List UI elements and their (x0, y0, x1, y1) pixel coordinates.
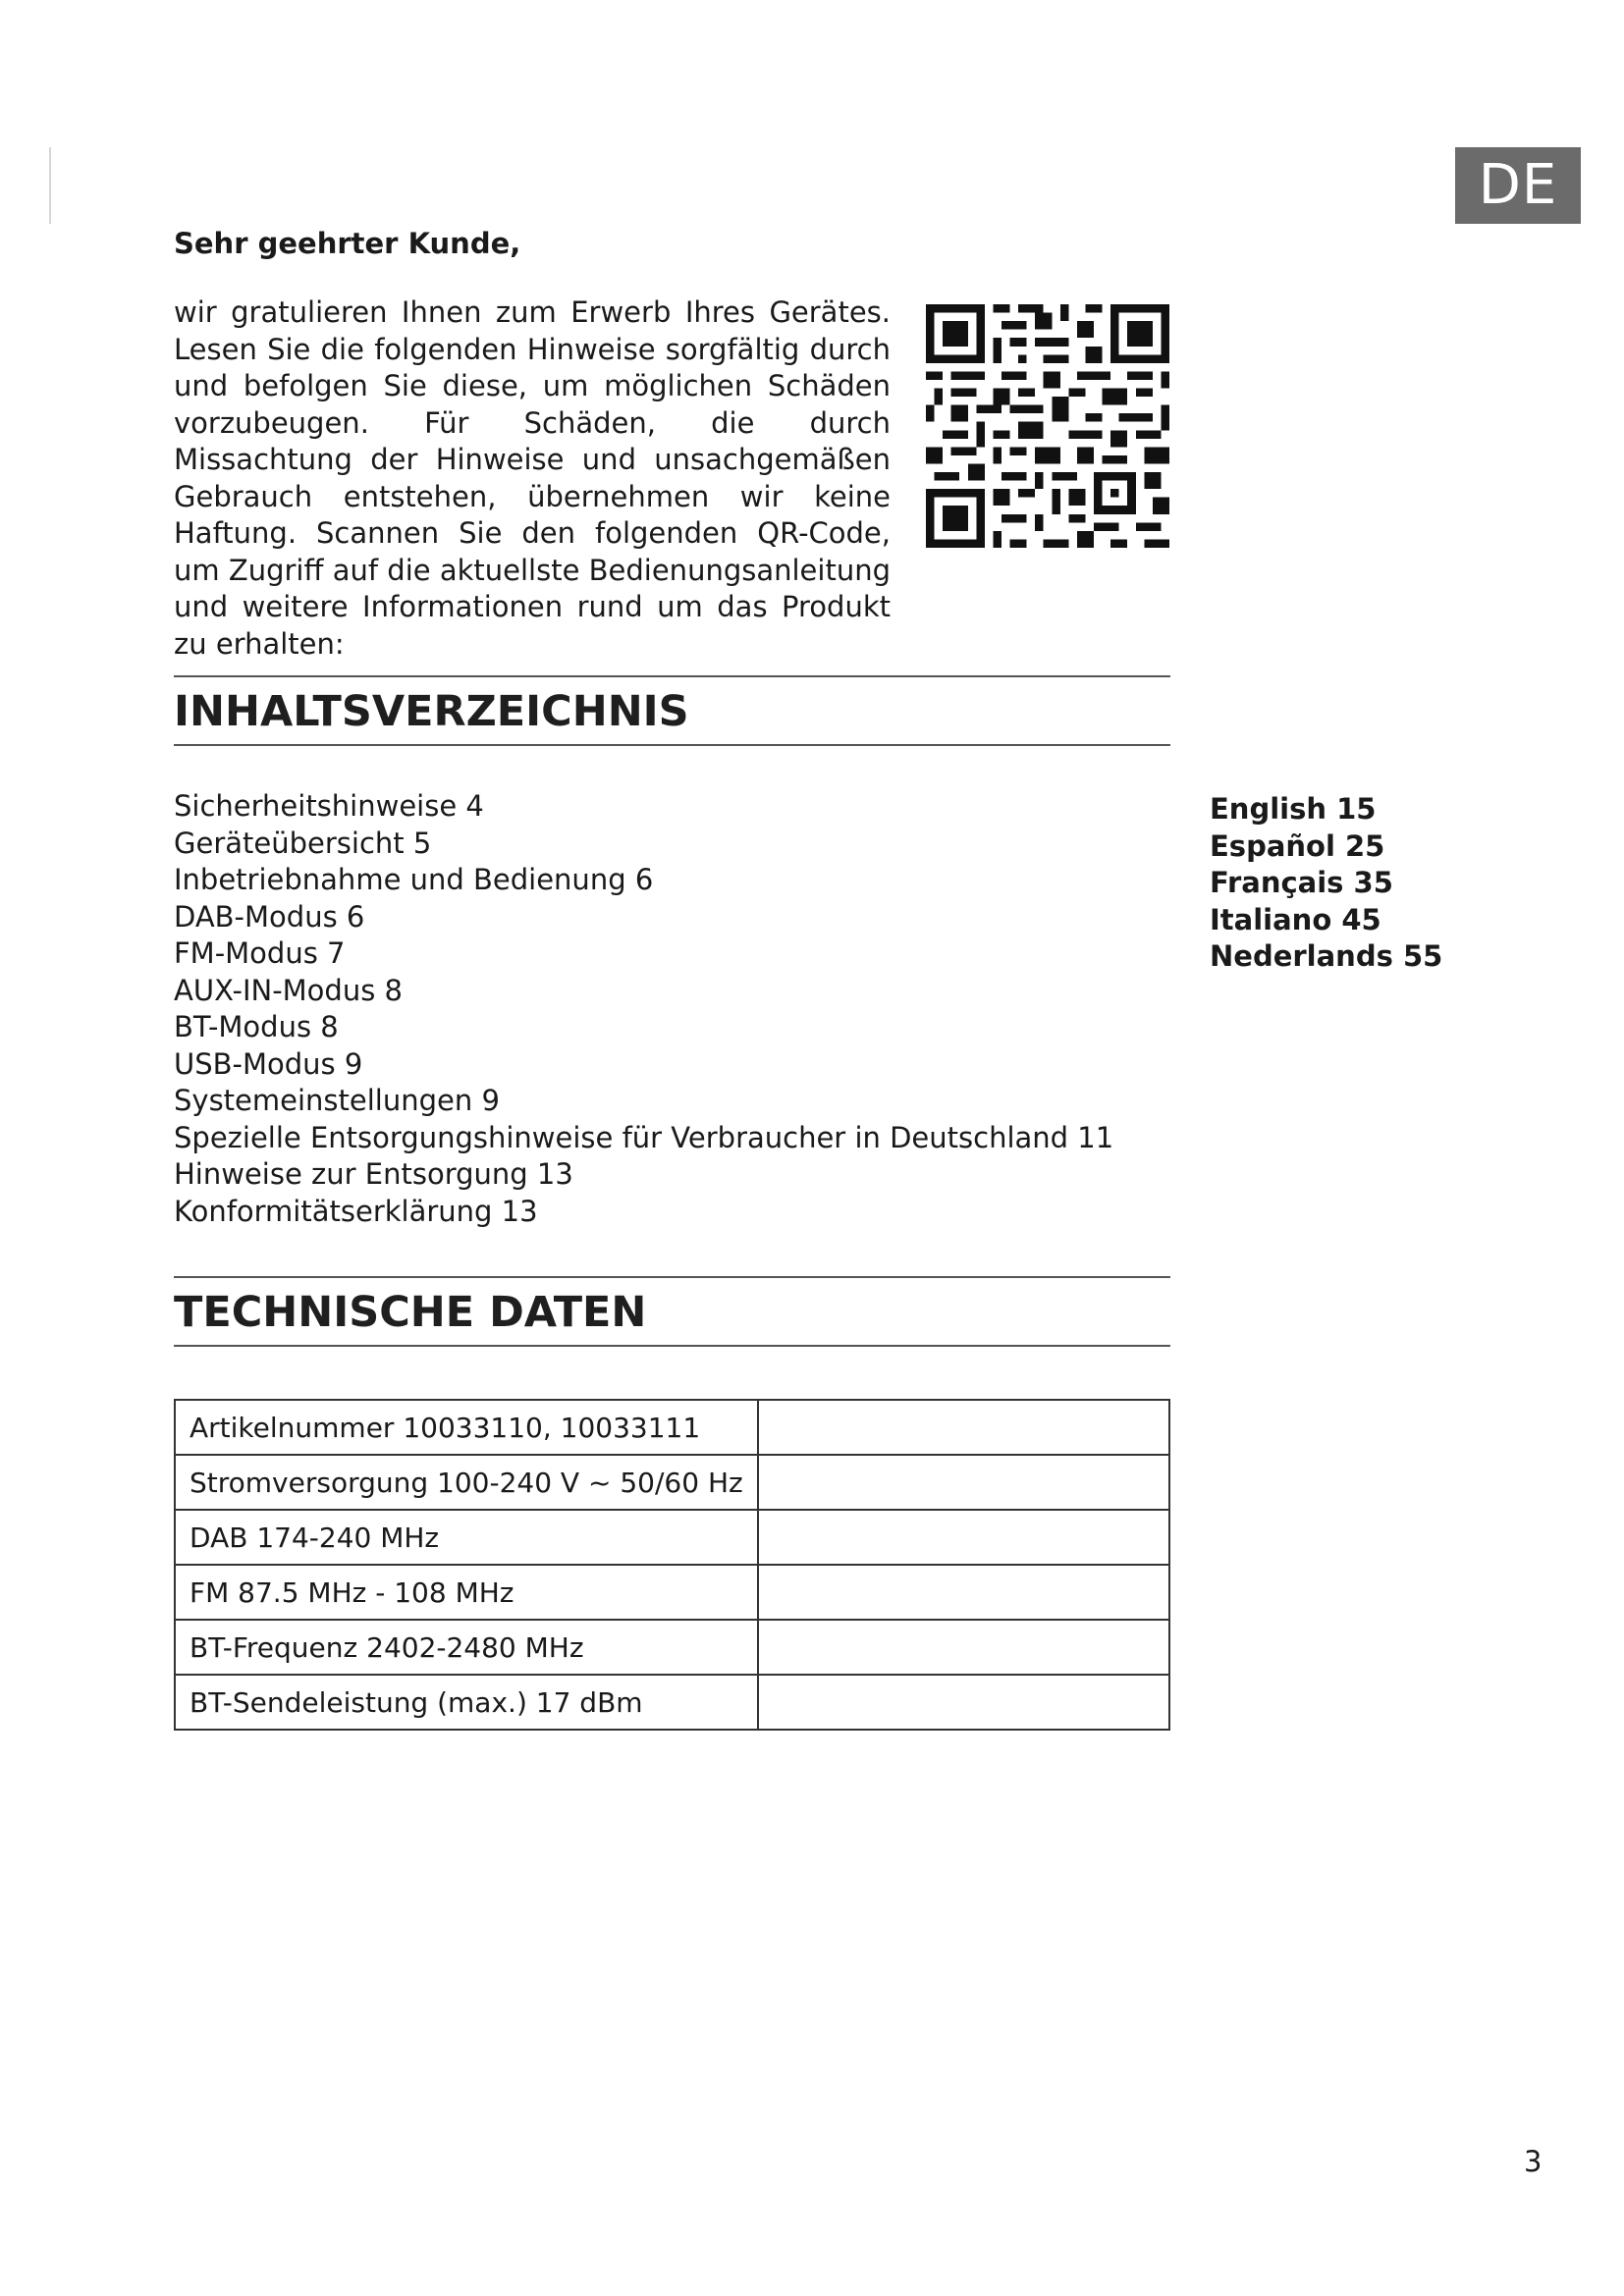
greeting: Sehr geehrter Kunde, (174, 227, 521, 260)
toc-item[interactable]: USB-Modus 9 (174, 1046, 363, 1081)
toc-title: INHALTSVERZEICHNIS (174, 687, 689, 736)
toc-rule-top (174, 675, 1170, 677)
spec-cell: FM 87.5 MHz - 108 MHz (175, 1565, 758, 1620)
spec-empty-cell (758, 1565, 1169, 1620)
spec-empty-cell (758, 1510, 1169, 1565)
spec-empty-cell (758, 1620, 1169, 1675)
language-badge: DE (1455, 147, 1581, 224)
table-row (175, 1510, 1169, 1565)
table-row (175, 1455, 1169, 1510)
qr-code-icon[interactable] (926, 304, 1169, 548)
toc-item[interactable]: FM-Modus 7 (174, 936, 346, 970)
intro-text: wir gratulieren Ihnen zum Erwerb Ihres Gerätes. Lesen Sie die folgenden Hinweise sorgfältig durch und befolgen Sie diese, um möglichen Schäden vorzubeugen. Für Schäden, die durch Missachtung der Hinweise und unsachgemäßen Gebrauch entstehen, übernehmen wir keine Haftung. Scannen Sie den folgenden QR-Code, um Zugriff auf die aktuellste Bedienungsanleitung und weitere Informationen rund um das Produkt zu erhalten: (174, 295, 891, 661)
language-item-nederlands[interactable]: Nederlands 55 (1210, 939, 1443, 973)
language-item-francais[interactable]: Français 35 (1210, 866, 1393, 899)
spec-empty-cell (758, 1400, 1169, 1455)
page-number: 3 (1524, 2145, 1543, 2178)
table-of-contents (174, 788, 1113, 1230)
toc-rule-bottom (174, 744, 1170, 746)
spec-cell: DAB 174-240 MHz (175, 1510, 758, 1565)
spec-cell: Artikelnummer 10033110, 10033111 (175, 1400, 758, 1455)
table-row (175, 1675, 1169, 1730)
toc-item[interactable]: Inbetriebnahme und Bedienung 6 (174, 863, 654, 896)
spec-empty-cell (758, 1455, 1169, 1510)
toc-item[interactable]: Systemeinstellungen 9 (174, 1084, 500, 1117)
spec-table (174, 1399, 1170, 1731)
toc-item[interactable]: Spezielle Entsorgungshinweise für Verbraucher in Deutschland 11 (174, 1120, 1114, 1154)
spec-empty-cell (758, 1675, 1169, 1730)
language-item-espanol[interactable]: Español 25 (1210, 828, 1385, 863)
table-row (175, 1620, 1169, 1675)
spec-cell: BT-Frequenz 2402-2480 MHz (175, 1620, 758, 1675)
language-item-english[interactable]: English 15 (1210, 792, 1377, 826)
toc-item[interactable]: Geräteübersicht 5 (174, 826, 432, 860)
toc-item[interactable]: AUX-IN-Modus 8 (174, 973, 403, 1007)
toc-item[interactable]: Hinweise zur Entsorgung 13 (174, 1157, 573, 1191)
table-row (175, 1400, 1169, 1455)
toc-item[interactable]: BT-Modus 8 (174, 1010, 339, 1043)
specs-title: TECHNISCHE DATEN (174, 1288, 647, 1337)
specs-rule-top (174, 1276, 1170, 1278)
toc-item[interactable]: Konformitätserklärung 13 (174, 1194, 538, 1228)
toc-item[interactable]: DAB-Modus 6 (174, 899, 365, 934)
language-list (1210, 791, 1442, 976)
specs-rule-bottom (174, 1345, 1170, 1347)
spec-cell: BT-Sendeleistung (max.) 17 dBm (175, 1675, 758, 1730)
margin-line (49, 147, 51, 224)
spec-cell: Stromversorgung 100-240 V ~ 50/60 Hz (175, 1455, 758, 1510)
language-item-italiano[interactable]: Italiano 45 (1210, 902, 1381, 936)
table-row (175, 1565, 1169, 1620)
toc-item[interactable]: Sicherheitshinweise 4 (174, 789, 484, 823)
